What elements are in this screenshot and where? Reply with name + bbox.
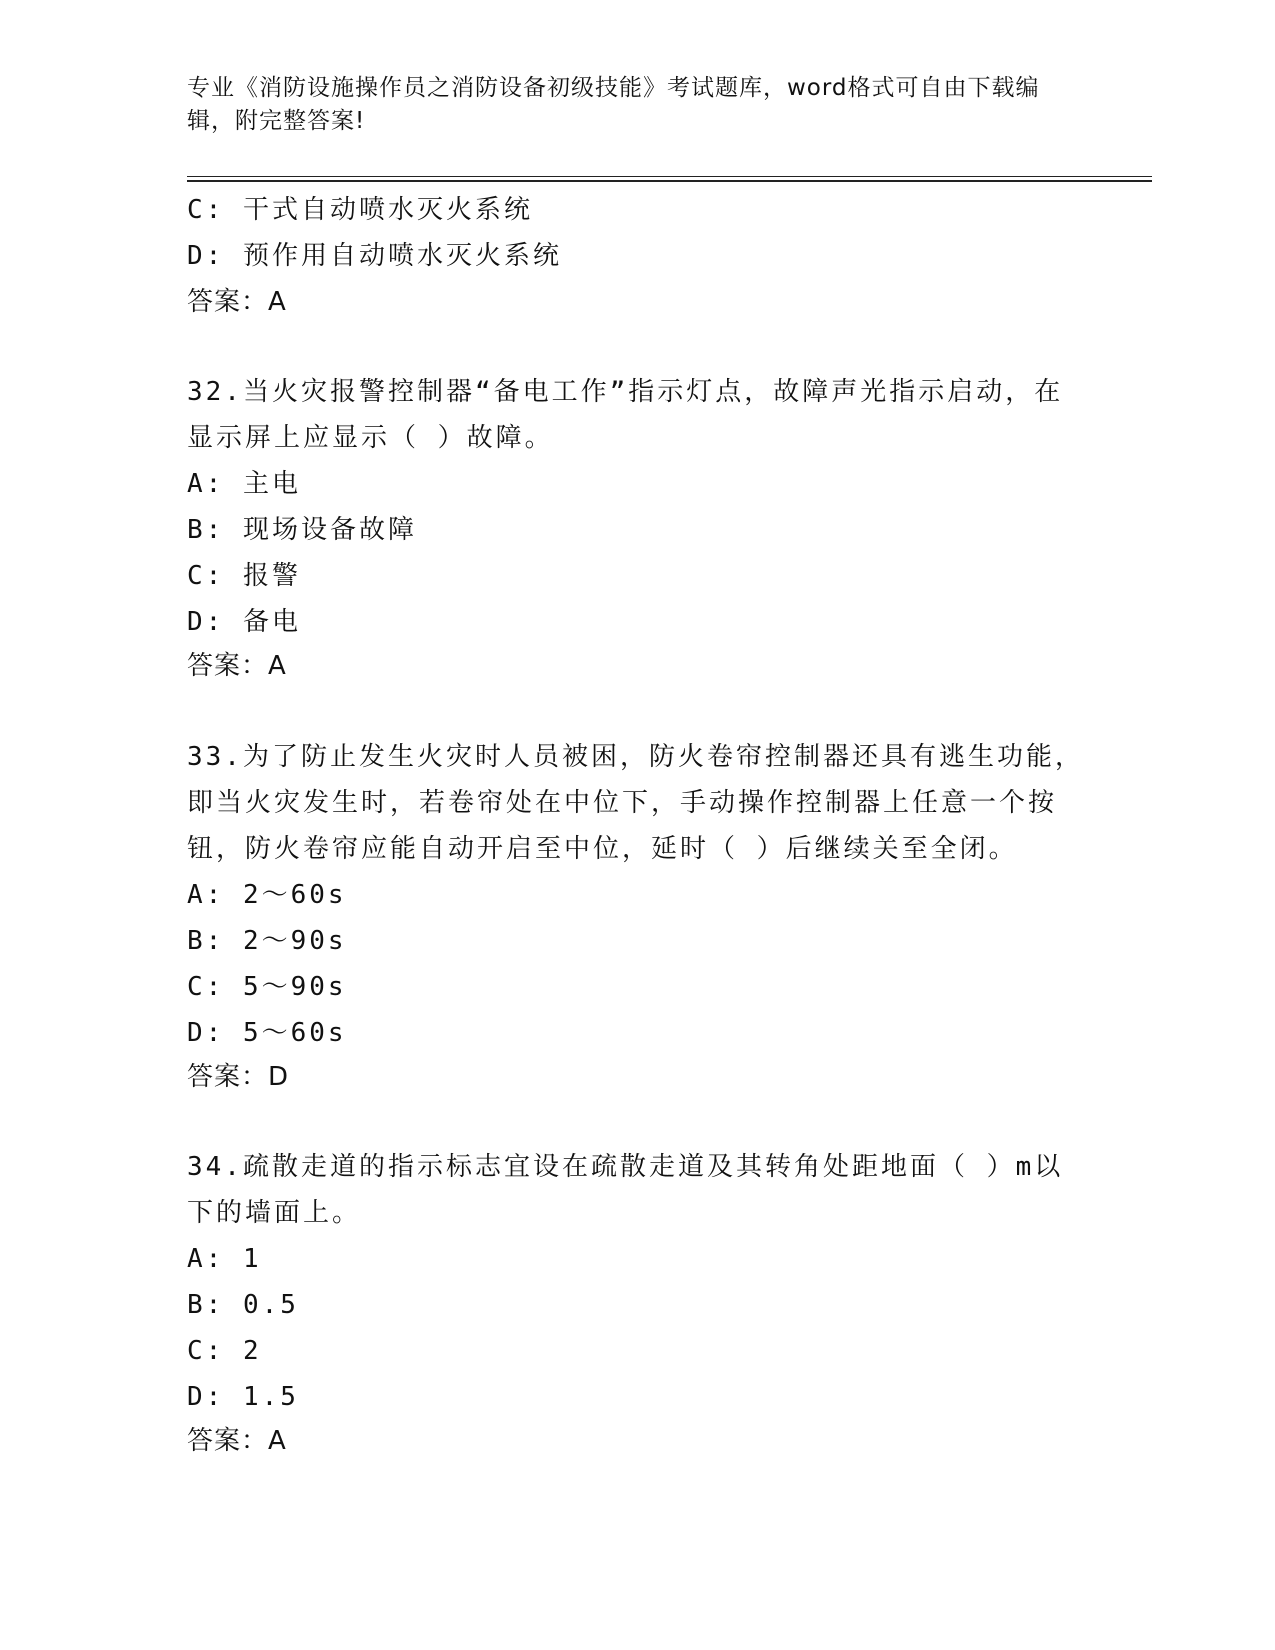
q34-option-d: D: 1.5 [187,1382,299,1412]
q31-option-d: D: 预作用自动喷水灭火系统 [187,241,562,271]
q33-option-c: C: 5～90s [187,972,347,1002]
q34-option-c: C: 2 [187,1336,262,1366]
header-line-1: 专业《消防设施操作员之消防设备初级技能》考试题库，word格式可自由下载编 [187,75,1040,101]
q32-stem-line-1: 32.当火灾报警控制器“备电工作”指示灯点，故障声光指示启动，在 [187,377,1064,407]
q33-stem-line-1: 33.为了防止发生火灾时人员被困，防火卷帘控制器还具有逃生功能， [187,742,1084,772]
q34-stem-line-1: 34.疏散走道的指示标志宜设在疏散走道及其转角处距地面（ ）m以 [187,1152,1064,1182]
q34-option-b: B: 0.5 [187,1290,299,1320]
q33-option-a: A: 2～60s [187,880,347,910]
q33-option-b: B: 2～90s [187,926,347,956]
q32-stem-line-2: 显示屏上应显示（ ）故障。 [187,423,554,453]
q33-option-d: D: 5～60s [187,1018,347,1048]
q33-stem-line-3: 钮，防火卷帘应能自动开启至中位，延时（ ）后继续关至全闭。 [187,834,1018,864]
q34-option-a: A: 1 [187,1244,262,1274]
document-header [187,72,1067,138]
header-line-2: 辑，附完整答案! [187,108,366,134]
q31-answer: 答案：A [187,287,287,317]
q32-option-c: C: 报警 [187,561,301,591]
q32-option-b: B: 现场设备故障 [187,515,417,545]
q32-option-d: D: 备电 [187,607,301,637]
q31-option-c: C: 干式自动喷水灭火系统 [187,195,533,225]
q33-answer: 答案：D [187,1062,290,1092]
q32-answer: 答案：A [187,651,287,681]
q34-answer: 答案：A [187,1426,287,1456]
q33-stem-line-2: 即当火灾发生时，若卷帘处在中位下，手动操作控制器上任意一个按 [187,788,1058,818]
header-rule-top [187,176,1152,177]
header-rule-bottom [187,180,1152,182]
q34-stem-line-2: 下的墙面上。 [187,1198,362,1228]
q32-option-a: A: 主电 [187,469,301,499]
